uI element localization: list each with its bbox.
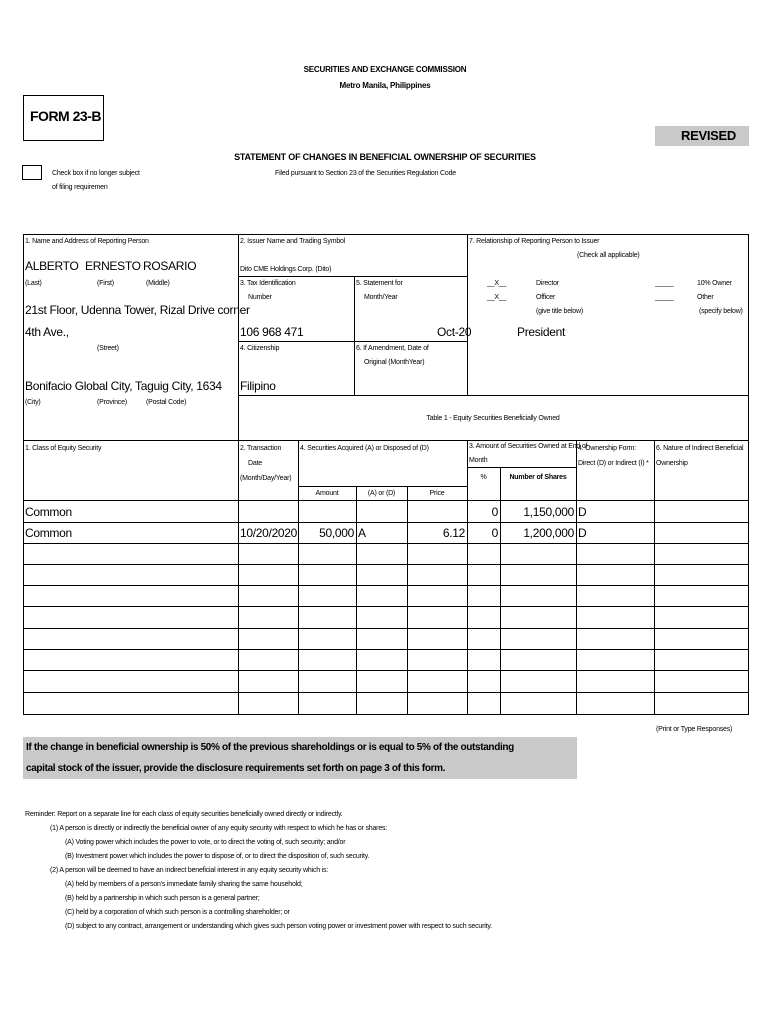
no-longer-subject-checkbox[interactable] <box>22 165 42 180</box>
col-nature-header-2: Ownership <box>656 460 688 467</box>
section2-label: 2. Issuer Name and Trading Symbol <box>240 238 346 245</box>
reporting-last-name: ALBERTO <box>25 259 79 273</box>
checkbox-label-line1: Check box if no longer subject <box>52 170 140 177</box>
row1-form: D <box>578 505 587 519</box>
row1-shares: 1,150,000 <box>523 505 574 519</box>
revised-badge <box>655 126 749 146</box>
col-price-header: Price <box>429 490 445 497</box>
section6-label-2: Original (MonthYear) <box>364 359 425 366</box>
ten-percent-owner-label: 10% Owner <box>697 280 732 287</box>
form-subtitle: Filed pursuant to Section 23 of the Securities Regulation Code <box>275 170 456 177</box>
director-label: Director <box>536 280 559 287</box>
form-title: STATEMENT OF CHANGES IN BENEFICIAL OWNERSHIP OF SECURITIES <box>234 152 536 162</box>
middle-label: (Middle) <box>146 280 170 287</box>
row2-price: 6.12 <box>442 526 465 540</box>
notice-line1: If the change in beneficial ownership is 50% of the previous shareholdings or is equal to 5% of the outstanding <box>26 742 514 753</box>
section6-label-1: 6. If Amendment, Date of <box>356 345 429 352</box>
col-pct-header: % <box>480 474 487 481</box>
row1-class: Common <box>25 505 72 519</box>
reminder-p2: (2) A person will be deemed to have an indirect beneficial interest in any equity security which is: <box>50 867 329 874</box>
street-line2: 4th Ave., <box>25 325 69 339</box>
city-label: (City) <box>25 399 41 406</box>
col-amount-header: Amount <box>315 490 339 497</box>
section3-label-2: Number <box>248 294 272 301</box>
reminder-p2d: (D) subject to any contract, arrangement or understanding which gives such person voting power or investment power with respect to such security. <box>65 923 492 930</box>
print-note: (Print or Type Responses) <box>656 726 733 733</box>
citizenship-value: Filipino <box>240 379 276 393</box>
col-aord-header: (A) or (D) <box>367 490 396 497</box>
reminder-p1: (1) A person is directly or indirectly the beneficial owner of any equity security with respect to which he has or shares: <box>50 825 388 832</box>
specify-below-label: (specify below) <box>699 308 743 315</box>
section7-label: 7. Relationship of Reporting Person to Issuer <box>469 238 600 245</box>
table-caption: Table 1 - Equity Securities Beneficially Owned <box>426 415 560 422</box>
officer-title-value: President <box>517 325 565 339</box>
reminder-p2c: (C) held by a corporation of which such person is a controlling shareholder; or <box>65 909 290 916</box>
col-date-header-2: Date <box>248 460 262 467</box>
col-owned-header-2: Month <box>469 457 488 464</box>
reminder-p2b: (B) held by a partnership in which such person is a general partner; <box>65 895 260 902</box>
give-title-label: (give title below) <box>536 308 583 315</box>
col-nature-header-1: 6. Nature of Indirect Beneficial <box>656 445 744 452</box>
row1-pct: 0 <box>491 505 498 519</box>
form-name: FORM 23-B <box>30 108 101 124</box>
section5-label-2: Month/Year <box>364 294 398 301</box>
first-label: (First) <box>97 280 114 287</box>
row2-aord: A <box>358 526 366 540</box>
statement-month-value: Oct-20 <box>437 325 472 339</box>
col-owned-header-1: 3. Amount of Securities Owned at End of <box>469 443 588 450</box>
postal-label: (Postal Code) <box>146 399 187 406</box>
issuer-name: Dito CME Holdings Corp. (Dito) <box>240 266 332 273</box>
reminder-p1a: (A) Voting power which includes the power to vote, or to direct the voting of, such security; and/or <box>65 839 346 846</box>
city-value: Bonifacio Global City, Taguig City, 1634 <box>25 379 222 393</box>
agency-name: SECURITIES AND EXCHANGE COMMISSION <box>303 65 467 74</box>
last-label: (Last) <box>25 280 42 287</box>
reporting-middle-name: ROSARIO <box>143 259 197 273</box>
row2-pct: 0 <box>491 526 498 540</box>
section4-label: 4. Citizenship <box>240 345 280 352</box>
director-mark[interactable]: __X__ <box>487 280 507 287</box>
reminder-p2a: (A) held by members of a person's immediate family sharing the same household; <box>65 881 303 888</box>
agency-location: Metro Manila, Philippines <box>339 81 431 90</box>
reminder-p1b: (B) Investment power which includes the power to dispose of, or to direct the disposition of, such security. <box>65 853 370 860</box>
tax-id-value: 106 968 471 <box>240 325 304 339</box>
street-line1: 21st Floor, Udenna Tower, Rizal Drive corner <box>25 303 250 317</box>
row2-shares: 1,200,000 <box>523 526 574 540</box>
officer-label: Officer <box>536 294 556 301</box>
check-all-applicable: (Check all applicable) <box>577 252 640 259</box>
col-form-header-2: Direct (D) or Indirect (I) * <box>578 460 649 467</box>
street-label: (Street) <box>97 345 119 352</box>
checkbox-label-line2: of filing requiremen <box>52 184 108 191</box>
reminder-intro: Reminder: Report on a separate line for each class of equity securities beneficially owned directly or indirectly. <box>25 811 343 818</box>
other-label: Other <box>697 294 714 301</box>
col-class-header: 1. Class of Equity Security <box>25 445 102 452</box>
notice-line2: capital stock of the issuer, provide the disclosure requirements set forth on page 3 of this form. <box>26 763 446 774</box>
col-shares-header: Number of Shares <box>509 474 567 481</box>
revised-label: REVISED <box>681 128 736 143</box>
section3-label-1: 3. Tax Identification <box>240 280 296 287</box>
section1-label: 1. Name and Address of Reporting Person <box>25 238 149 245</box>
col-acquired-header: 4. Securities Acquired (A) or Disposed of (D) <box>300 445 429 452</box>
ten-percent-owner-mark[interactable]: _____ <box>655 280 674 287</box>
row2-amount: 50,000 <box>319 526 354 540</box>
row2-form: D <box>578 526 587 540</box>
officer-mark[interactable]: __X__ <box>487 294 507 301</box>
col-date-header-3: (Month/Day/Year) <box>240 475 292 482</box>
section5-label-1: 5. Statement for <box>356 280 403 287</box>
disclosure-notice <box>23 737 577 779</box>
col-date-header-1: 2. Transaction <box>240 445 282 452</box>
row2-date: 10/20/2020 <box>240 526 298 540</box>
row2-class: Common <box>25 526 72 540</box>
form-name-box <box>23 95 104 141</box>
other-mark[interactable]: _____ <box>655 294 674 301</box>
reporting-first-name: ERNESTO <box>85 259 141 273</box>
province-label: (Province) <box>97 399 127 406</box>
col-form-header-1: 4. Ownership Form: <box>578 445 636 452</box>
